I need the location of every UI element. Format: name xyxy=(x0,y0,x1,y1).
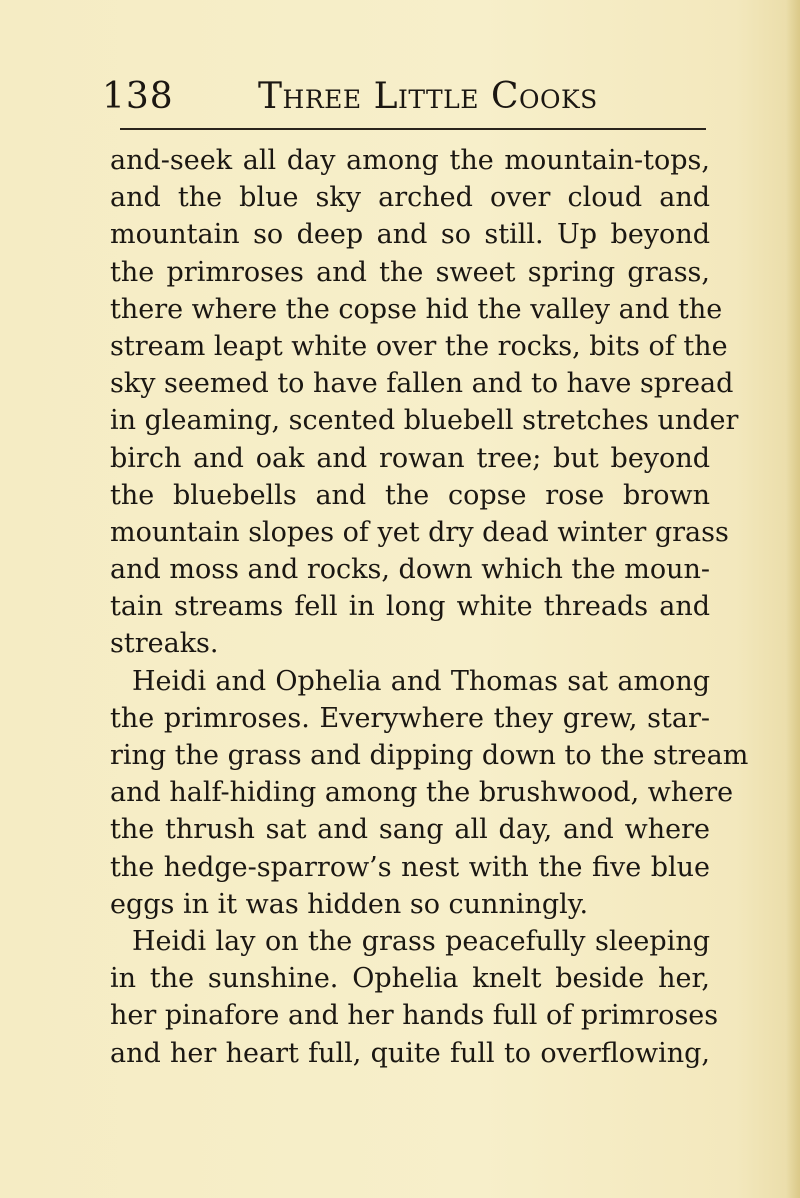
text-line: Heidi lay on the grass peacefully sleeping xyxy=(132,925,710,957)
header-rule xyxy=(120,128,706,130)
text-line: stream leapt white over the rocks, bits of the xyxy=(110,330,728,362)
page-number: 138 xyxy=(102,76,174,117)
text-line: the bluebells and the copse rose brown xyxy=(110,479,710,511)
text-line: in the sunshine. Ophelia knelt beside her, xyxy=(110,963,710,995)
text-line: eggs in it was hidden so cunningly. xyxy=(110,888,589,920)
page-edge-stain xyxy=(786,0,800,1198)
text-line: and her heart full, quite full to overflowing, xyxy=(110,1037,710,1069)
body-text xyxy=(110,142,749,1072)
text-line: mountain so deep and so still. Up beyond xyxy=(110,219,710,251)
text-line: ring the grass and dipping down to the stream xyxy=(110,740,749,771)
text-line: her pinafore and her hands full of primroses xyxy=(110,1000,719,1032)
running-title: Three Little Cooks xyxy=(258,76,598,117)
text-line: birch and oak and rowan tree; but beyond xyxy=(110,442,710,474)
text-line: Heidi and Ophelia and Thomas sat among xyxy=(132,665,710,697)
text-line: mountain slopes of yet dry dead winter grass xyxy=(110,516,729,548)
text-line: streaks. xyxy=(110,628,219,660)
running-head xyxy=(100,70,710,120)
text-line: and-seek all day among the mountain-tops, xyxy=(110,145,710,176)
text-line: tain streams fell in long white threads and xyxy=(110,591,710,623)
text-line: sky seemed to have fallen and to have spread xyxy=(110,368,734,400)
text-line: and moss and rocks, down which the moun- xyxy=(110,554,710,586)
text-line: in gleaming, scented bluebell stretches under xyxy=(110,405,739,437)
text-line: there where the copse hid the valley and the xyxy=(110,293,723,325)
text-line: and half-hiding among the brushwood, where xyxy=(110,777,734,809)
text-line: the hedge-sparrow’s nest with the five blue xyxy=(110,851,710,883)
text-line: and the blue sky arched over cloud and xyxy=(110,182,710,214)
text-line: the primroses. Everywhere they grew, star- xyxy=(110,702,710,734)
text-line: the primroses and the sweet spring grass, xyxy=(110,256,710,288)
text-line: the thrush sat and sang all day, and where xyxy=(110,814,710,846)
